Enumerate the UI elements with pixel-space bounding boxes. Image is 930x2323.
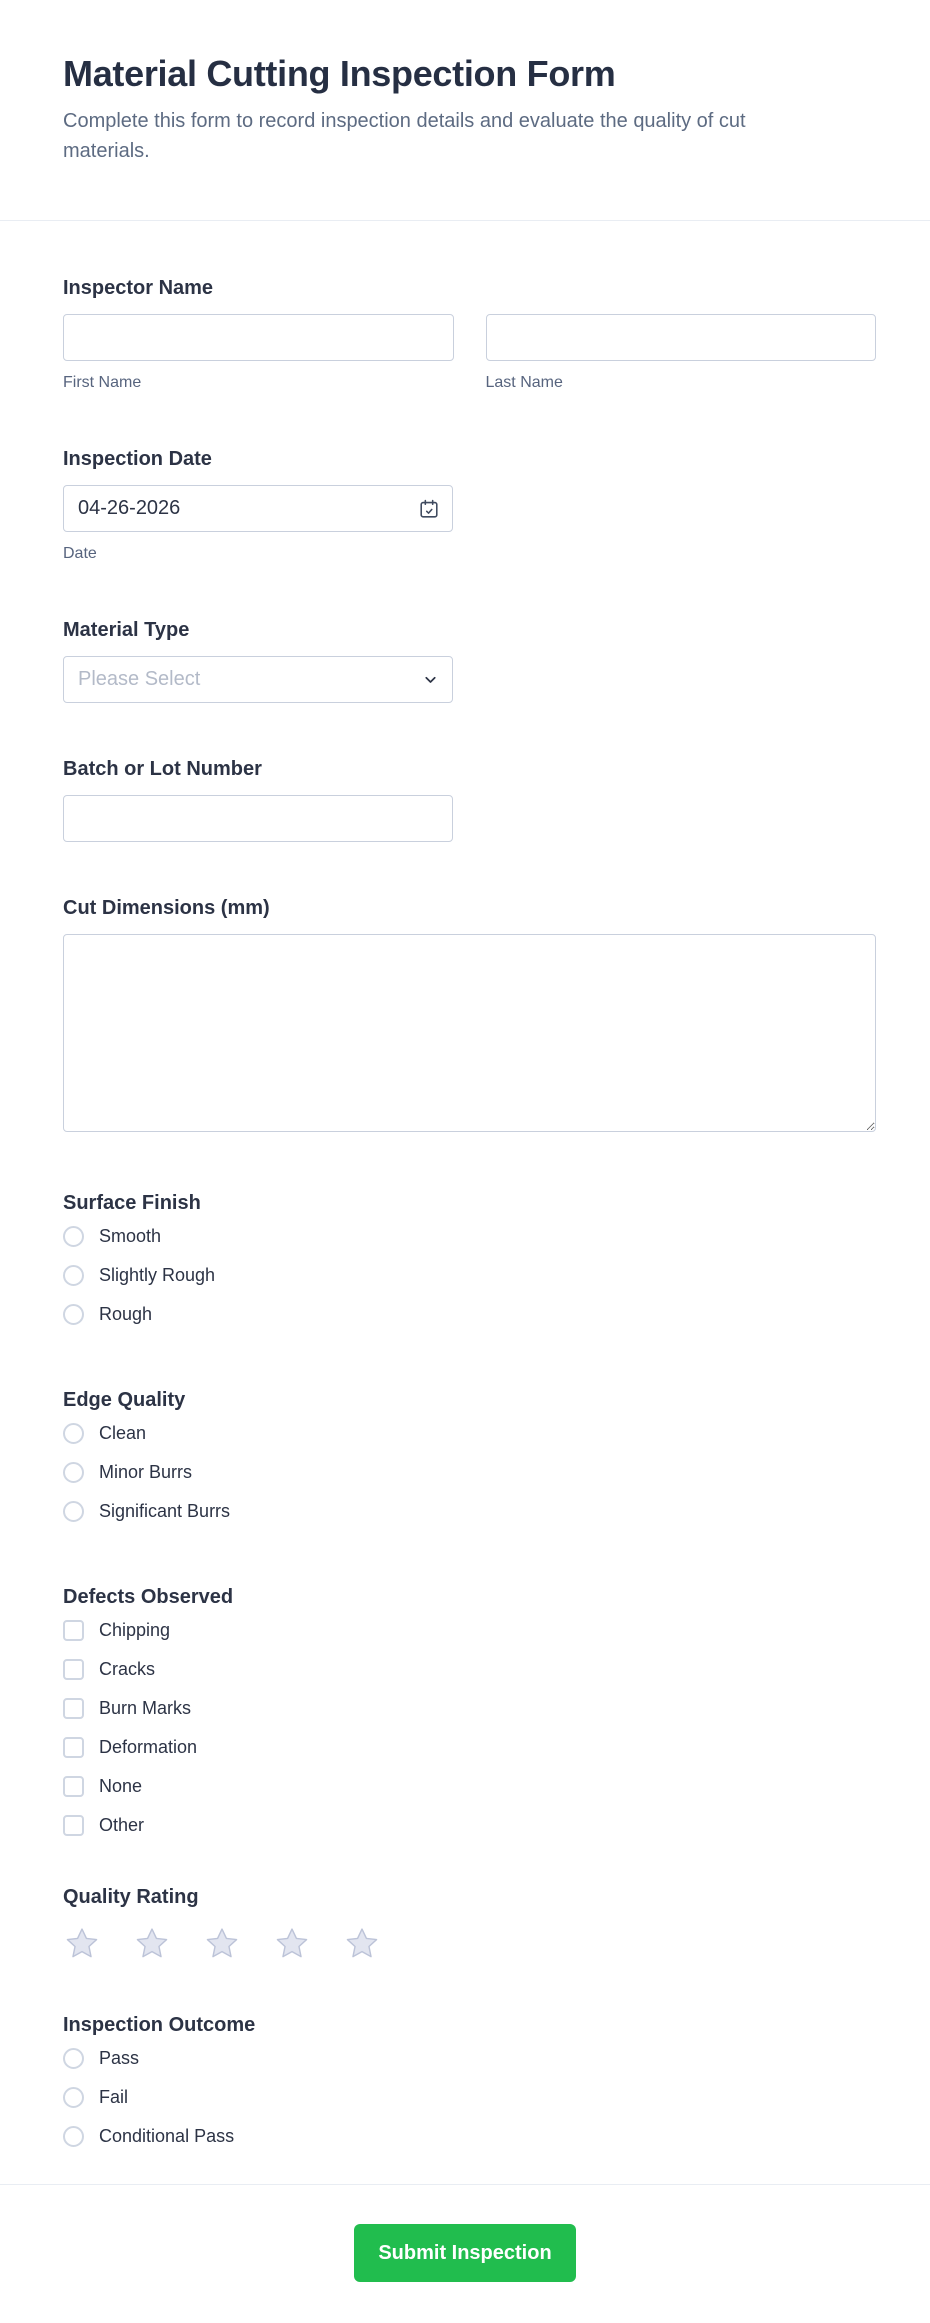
radio-icon[interactable] [63,2126,84,2147]
edge-quality-option-minor-burrs[interactable] [63,1453,876,1492]
form-header [0,0,930,221]
batch-number-label: Batch or Lot Number [63,758,262,780]
star-icon[interactable] [273,1925,311,1963]
star-icon[interactable] [203,1925,241,1963]
defects-option-deformation[interactable] [63,1728,876,1767]
option-label: Fail [99,2087,129,2107]
inspector-name-label: Inspector Name [63,277,214,299]
edge-quality-option-clean[interactable] [63,1414,876,1453]
surface-finish-option-smooth[interactable] [63,1217,876,1256]
field-defects-observed [63,1585,876,1845]
form-body [0,276,930,2156]
date-input[interactable] [63,485,453,532]
surface-finish-option-rough[interactable] [63,1295,876,1334]
name-row [63,314,876,393]
field-surface-finish [63,1191,876,1334]
checkbox-icon[interactable] [63,1659,84,1680]
option-label: Cracks [99,1659,156,1679]
edge-quality-label: Edge Quality [63,1389,186,1411]
defects-option-cracks[interactable] [63,1650,876,1689]
calendar-icon[interactable] [418,498,440,520]
radio-icon[interactable] [63,2048,84,2069]
last-name-input[interactable] [486,314,877,361]
field-material-type [63,618,876,703]
field-batch-number [63,757,876,842]
option-label: Deformation [99,1737,198,1757]
submit-inspection-button[interactable]: Submit Inspection [354,2224,575,2282]
radio-icon[interactable] [63,1501,84,1522]
last-name-sublabel: Last Name [485,374,563,391]
batch-number-input[interactable] [63,795,453,842]
checkbox-icon[interactable] [63,1620,84,1641]
outcome-option-conditional-pass[interactable] [63,2117,876,2156]
inspection-date-label: Inspection Date [63,448,212,470]
star-icon[interactable] [133,1925,171,1963]
surface-finish-label: Surface Finish [63,1192,201,1214]
option-label: Other [99,1815,145,1835]
date-input-wrap [63,485,453,532]
material-type-select[interactable] [63,656,453,703]
radio-icon[interactable] [63,1226,84,1247]
star-rating [63,1925,876,1963]
form-footer [0,2185,930,2323]
field-quality-rating [63,1885,876,1963]
radio-icon[interactable] [63,2087,84,2108]
defects-option-burn-marks[interactable] [63,1689,876,1728]
radio-icon[interactable] [63,1462,84,1483]
field-edge-quality [63,1388,876,1531]
last-name-col [486,314,877,393]
radio-icon[interactable] [63,1304,84,1325]
cut-dimensions-label: Cut Dimensions (mm) [63,897,270,919]
quality-rating-label: Quality Rating [63,1886,199,1908]
option-label: Clean [99,1423,147,1443]
select-placeholder: Please Select [78,668,201,690]
date-sublabel: Date [63,545,97,562]
option-label: None [99,1776,143,1796]
checkbox-icon[interactable] [63,1737,84,1758]
option-label: Chipping [99,1620,171,1640]
radio-icon[interactable] [63,1265,84,1286]
option-label: Slightly Rough [99,1265,216,1285]
option-label: Smooth [99,1226,162,1246]
option-label: Significant Burrs [99,1501,231,1521]
surface-finish-option-slightly-rough[interactable] [63,1256,876,1295]
option-label: Minor Burrs [99,1462,193,1482]
page-title: Material Cutting Inspection Form [63,53,616,94]
defects-option-other[interactable] [63,1806,876,1845]
first-name-input[interactable] [63,314,454,361]
defects-option-none[interactable] [63,1767,876,1806]
field-cut-dimensions [63,896,876,1137]
page-subtitle: Complete this form to record inspection details and evaluate the quality of cut materials. [63,110,746,162]
edge-quality-option-significant-burrs[interactable] [63,1492,876,1531]
radio-icon[interactable] [63,1423,84,1444]
field-inspection-date [63,447,876,564]
option-label: Rough [99,1304,153,1324]
first-name-col [63,314,454,393]
option-label: Pass [99,2048,140,2068]
chevron-down-icon [422,671,439,688]
option-label: Burn Marks [99,1698,192,1718]
material-type-label: Material Type [63,619,190,641]
defects-observed-label: Defects Observed [63,1586,234,1608]
outcome-option-pass[interactable] [63,2039,876,2078]
checkbox-icon[interactable] [63,1698,84,1719]
inspection-outcome-label: Inspection Outcome [63,2014,256,2036]
star-icon[interactable] [63,1925,101,1963]
defects-option-chipping[interactable] [63,1611,876,1650]
star-icon[interactable] [343,1925,381,1963]
first-name-sublabel: First Name [63,374,142,391]
field-inspector-name [63,276,876,393]
field-inspection-outcome [63,2013,876,2156]
checkbox-icon[interactable] [63,1815,84,1836]
cut-dimensions-textarea[interactable] [63,934,876,1132]
checkbox-icon[interactable] [63,1776,84,1797]
option-label: Conditional Pass [99,2126,235,2146]
outcome-option-fail[interactable] [63,2078,876,2117]
